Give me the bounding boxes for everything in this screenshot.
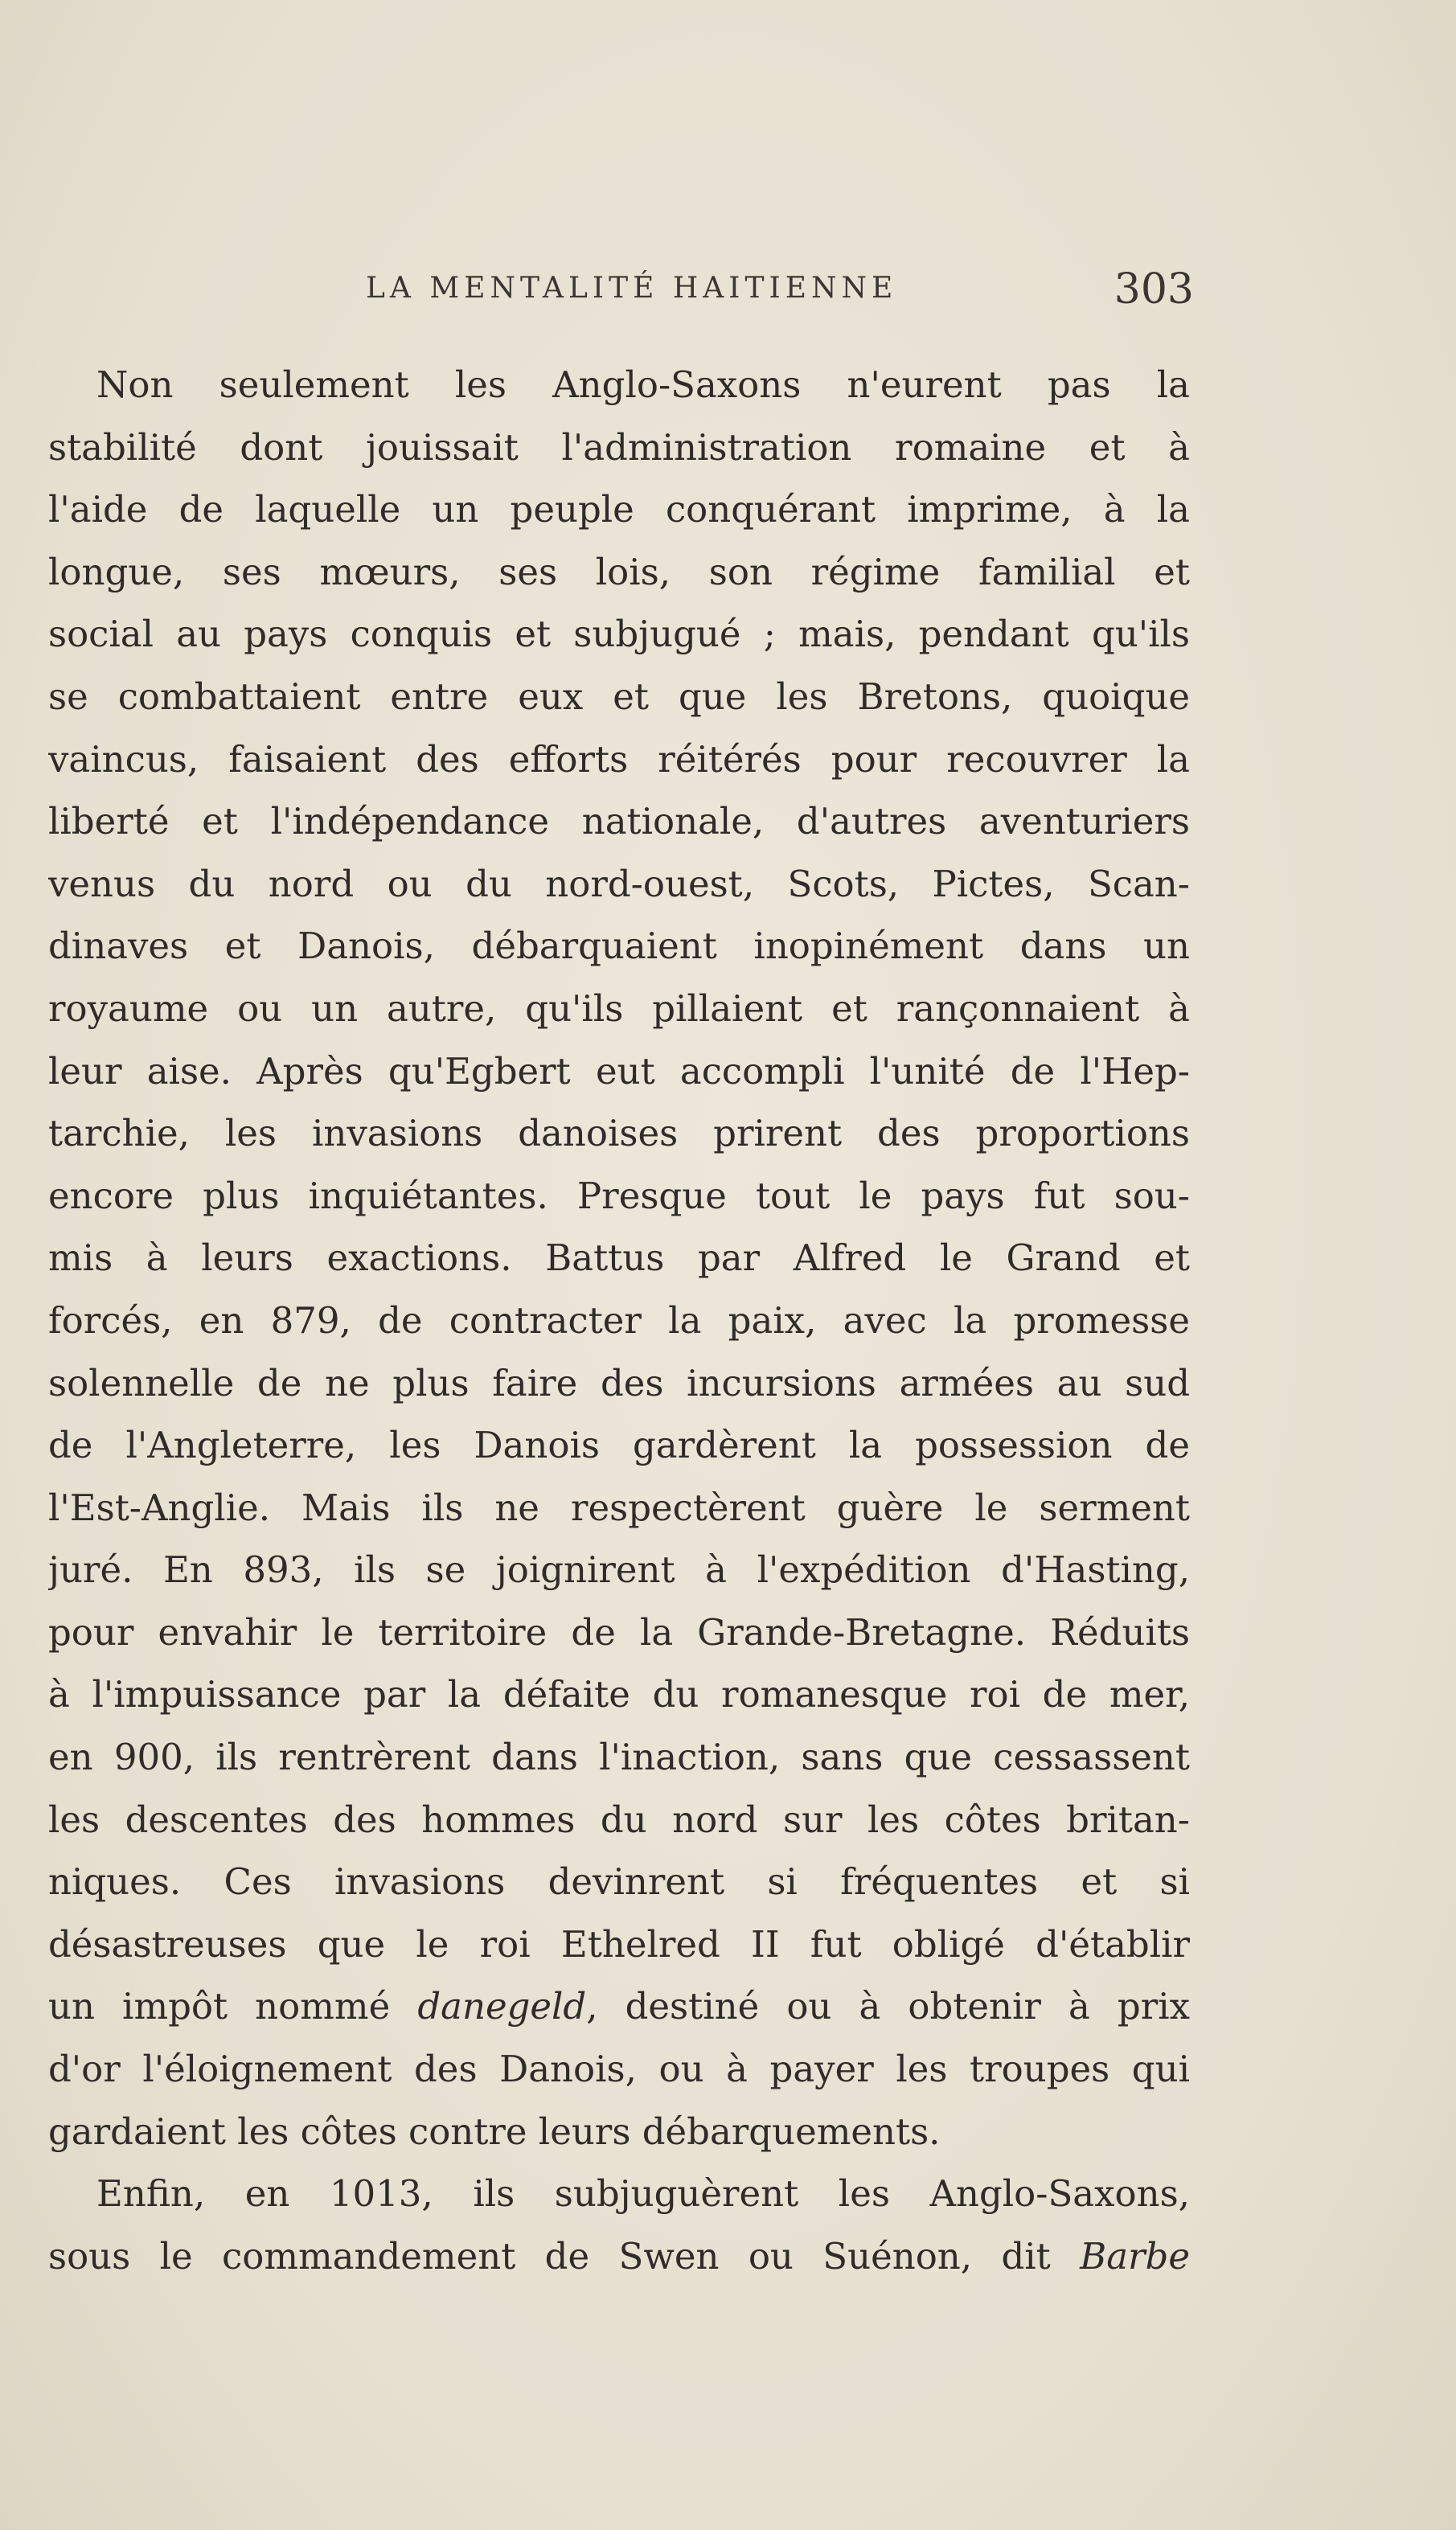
text-line: pour envahir le territoire de la Grande-Bretagne. Réduits bbox=[48, 1610, 1190, 1654]
text-line: vaincus, faisaient des efforts réitérés pour recouvrer la bbox=[48, 737, 1190, 781]
text-line: Enfin, en 1013, ils subjuguèrent les Anglo-Saxons, bbox=[96, 2172, 1190, 2216]
text-line: social au pays conquis et subjugué ; mais, pendant qu'ils bbox=[48, 613, 1190, 656]
text-line: gardaient les côtes contre leurs débarquements. bbox=[48, 2110, 941, 2153]
text-line: encore plus inquiétantes. Presque tout le pays fut sou- bbox=[48, 1174, 1190, 1217]
text-line: leur aise. Après qu'Egbert eut accompli l'unité de l'Hep- bbox=[48, 1049, 1190, 1093]
text-line bbox=[48, 2225, 1190, 2288]
text-line: l'Est-Anglie. Mais ils ne respectèrent guère le serment bbox=[48, 1486, 1190, 1529]
text-line: venus du nord ou du nord-ouest, Scots, Pictes, Scan- bbox=[48, 862, 1190, 905]
text-line: en 900, ils rentrèrent dans l'inaction, sans que cessassent bbox=[48, 1736, 1190, 1779]
text-line: longue, ses mœurs, ses lois, son régime familial et bbox=[48, 550, 1190, 593]
text-line: Non seulement les Anglo-Saxons n'eurent pas la bbox=[96, 363, 1190, 406]
page-number: 303 bbox=[1114, 265, 1194, 314]
text-line: forcés, en 879, de contracter la paix, avec la promesse bbox=[48, 1298, 1190, 1342]
text-segment: un impôt nommé bbox=[48, 1985, 391, 2028]
text-segment: sous le commandement de Swen ou Suénon, dit bbox=[48, 2234, 1051, 2278]
text-line bbox=[48, 1975, 1190, 2038]
text-line: se combattaient entre eux et que les Bretons, quoique bbox=[48, 675, 1190, 718]
italic-term: Barbe bbox=[1080, 2234, 1190, 2278]
text-line: liberté et l'indépendance nationale, d'autres aventuriers bbox=[48, 800, 1190, 843]
text-line: de l'Angleterre, les Danois gardèrent la possession de bbox=[48, 1424, 1190, 1467]
text-line: mis à leurs exactions. Battus par Alfred le Grand et bbox=[48, 1236, 1190, 1280]
text-line: désastreuses que le roi Ethelred II fut obligé d'établir bbox=[48, 1922, 1190, 1966]
italic-term: danegeld bbox=[417, 1985, 587, 2028]
text-line: les descentes des hommes du nord sur les côtes britan- bbox=[48, 1798, 1190, 1841]
text-line: à l'impuissance par la défaite du romanesque roi de mer, bbox=[48, 1673, 1190, 1716]
text-line: royaume ou un autre, qu'ils pillaient et rançonnaient à bbox=[48, 986, 1190, 1030]
text-line: juré. En 893, ils se joignirent à l'expédition d'Hasting, bbox=[48, 1548, 1190, 1592]
text-line: stabilité dont jouissait l'administration romaine et à bbox=[48, 425, 1190, 469]
text-line: dinaves et Danois, débarquaient inopinément dans un bbox=[48, 925, 1190, 968]
text-line: d'or l'éloignement des Danois, ou à payer les troupes qui bbox=[48, 2048, 1190, 2091]
text-line: tarchie, les invasions danoises prirent des proportions bbox=[48, 1112, 1190, 1155]
running-title: LA MENTALITÉ HAITIENNE bbox=[366, 272, 898, 305]
text-segment: , destiné ou à obtenir à prix bbox=[586, 1985, 1190, 2028]
text-line: niques. Ces invasions devinrent si fréquentes et si bbox=[48, 1860, 1190, 1904]
page-header bbox=[366, 265, 1194, 322]
body-text bbox=[48, 354, 1190, 2287]
text-line: solennelle de ne plus faire des incursions armées au sud bbox=[48, 1361, 1190, 1404]
text-line: l'aide de laquelle un peuple conquérant imprime, à la bbox=[48, 488, 1190, 531]
